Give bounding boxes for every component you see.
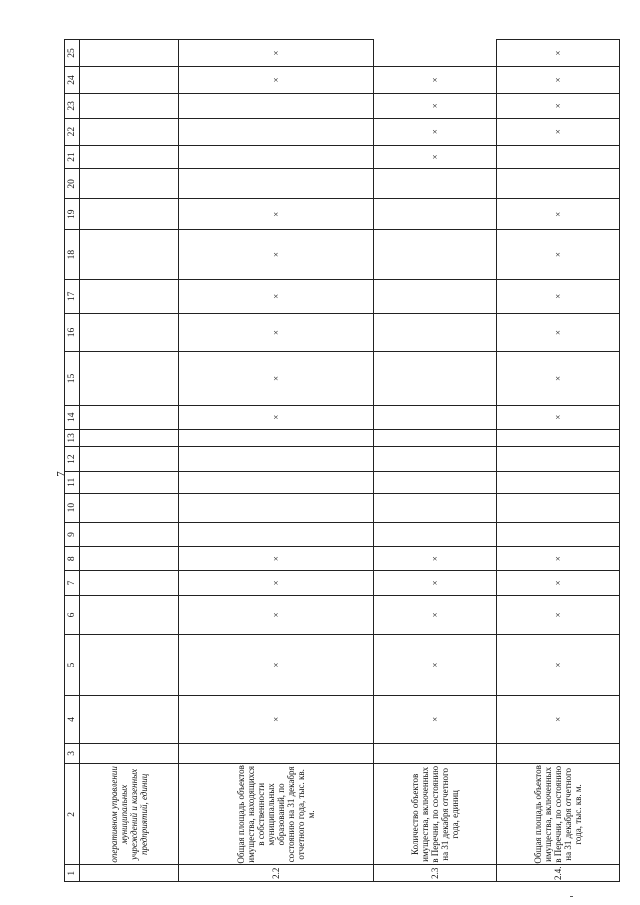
table-cell: ×: [374, 67, 497, 94]
table-cell: ×: [374, 93, 497, 118]
table-row: [374, 40, 497, 882]
row-number: 2.3: [374, 865, 497, 882]
table-cell: [178, 429, 373, 447]
table-cell: ×: [178, 635, 373, 696]
table-cell: [178, 169, 373, 199]
table-cell: ×: [497, 67, 620, 94]
table-cell: [80, 595, 179, 634]
data-table: [64, 39, 620, 882]
table-cell: [497, 522, 620, 547]
column-header-4: 4: [65, 696, 80, 744]
table-cell: [80, 279, 179, 313]
table-cell: [80, 405, 179, 429]
table-cell: [80, 93, 179, 118]
column-header-16: 16: [65, 313, 80, 351]
column-header-9: 9: [65, 522, 80, 547]
table-cell: ×: [497, 313, 620, 351]
table-cell: [497, 145, 620, 169]
row-indicator-name: Общая площадь объектов имущества, находящихся в собственности муниципальных образований, по состоянию на 31 декабря отчетного года, тыс. кв. м.: [178, 764, 373, 865]
table-cell: ×: [497, 118, 620, 145]
table-row: [80, 40, 179, 882]
table-cell: [80, 67, 179, 94]
column-header-21: 21: [65, 145, 80, 169]
row-indicator-name: Общая площадь объектов имущества, включенных в Перечни, по состоянию на 31 декабря отчетного года, тыс. кв. м.: [497, 764, 620, 865]
table-cell: ×: [178, 40, 373, 67]
table-cell: [80, 447, 179, 472]
row-number: [80, 865, 179, 882]
column-header-6: 6: [65, 595, 80, 634]
table-cell: [374, 471, 497, 493]
table-cell: ×: [178, 199, 373, 230]
table-cell: [497, 169, 620, 199]
table-cell: [80, 471, 179, 493]
column-header-24: 24: [65, 67, 80, 94]
table-cell: ×: [497, 405, 620, 429]
table-cell: [178, 145, 373, 169]
table-cell: [80, 571, 179, 596]
table-cell: [497, 429, 620, 447]
table-cell: [80, 118, 179, 145]
table-cell: [80, 352, 179, 406]
table-cell: [80, 40, 179, 67]
row-number: 2.2: [178, 865, 373, 882]
table-cell: ×: [497, 93, 620, 118]
table-cell: ×: [497, 199, 620, 230]
table-cell: ×: [374, 145, 497, 169]
table-cell: [374, 405, 497, 429]
table-cell: ×: [497, 696, 620, 744]
table-cell: [80, 313, 179, 351]
column-header-25: 25: [65, 40, 80, 67]
table-cell: [178, 522, 373, 547]
row-number: 2.4.: [497, 865, 620, 882]
table-cell: ×: [178, 352, 373, 406]
table-cell: [497, 493, 620, 522]
table-cell: ×: [178, 313, 373, 351]
table-cell: ×: [497, 40, 620, 67]
table-cell: [374, 522, 497, 547]
table-cell: ×: [178, 547, 373, 571]
table-cell: ×: [497, 230, 620, 280]
table-cell: ×: [497, 595, 620, 634]
table-cell: [374, 279, 497, 313]
table-cell: ×: [497, 571, 620, 596]
table-cell: ×: [497, 547, 620, 571]
column-header-3: 3: [65, 743, 80, 764]
column-header-22: 22: [65, 118, 80, 145]
table-row: [178, 40, 373, 882]
column-header-15: 15: [65, 352, 80, 406]
table-cell: [374, 199, 497, 230]
table-cell: ×: [178, 595, 373, 634]
table-cell: ×: [178, 67, 373, 94]
table-cell: ×: [178, 279, 373, 313]
table-cell: [80, 169, 179, 199]
column-header-7: 7: [65, 571, 80, 596]
table-cell: [497, 447, 620, 472]
table-cell: [80, 493, 179, 522]
table-cell: [80, 635, 179, 696]
page-number: 7: [54, 471, 67, 477]
column-header-19: 19: [65, 199, 80, 230]
row-indicator-name: Количество объектов имущества, включенных в Перечни, по состоянию на 31 декабря отчетного года, единиц: [374, 764, 497, 865]
column-header-23: 23: [65, 93, 80, 118]
column-header-12: 12: [65, 447, 80, 472]
table-cell: ×: [497, 635, 620, 696]
table-cell: [80, 696, 179, 744]
row-indicator-name: оперативном управлении муниципальных учреждений и казенных предприятий, единиц: [80, 764, 179, 865]
table-row: [497, 40, 620, 882]
table-cell: ×: [374, 696, 497, 744]
table-cell: [178, 493, 373, 522]
column-header-14: 14: [65, 405, 80, 429]
column-header-13: 13: [65, 429, 80, 447]
table-cell: [374, 230, 497, 280]
table-cell: ×: [374, 547, 497, 571]
table-cell: [374, 352, 497, 406]
table-cell: [80, 429, 179, 447]
column-header-20: 20: [65, 169, 80, 199]
column-header-18: 18: [65, 230, 80, 280]
table-cell: [497, 743, 620, 764]
table-cell: [80, 522, 179, 547]
table-cell: [178, 118, 373, 145]
column-header-10: 10: [65, 493, 80, 522]
table-cell: ×: [178, 696, 373, 744]
column-header-1: 1: [65, 865, 80, 882]
rotated-table-container: [64, 39, 620, 882]
table-cell: [80, 743, 179, 764]
table-cell: [80, 145, 179, 169]
table-cell: [80, 230, 179, 280]
table-cell: ×: [178, 230, 373, 280]
column-header-11: 11: [65, 471, 80, 493]
table-cell: [374, 743, 497, 764]
column-header-17: 17: [65, 279, 80, 313]
column-header-2: 2: [65, 764, 80, 865]
table-cell: ×: [374, 571, 497, 596]
table-cell: ×: [178, 405, 373, 429]
table-cell: [178, 471, 373, 493]
scan-mark: [570, 896, 573, 897]
table-cell: ×: [374, 635, 497, 696]
header-row: [65, 40, 80, 882]
table-cell: ×: [178, 571, 373, 596]
table-cell: [374, 169, 497, 199]
table-cell: ×: [497, 352, 620, 406]
table-cell: [178, 447, 373, 472]
table-cell: [80, 199, 179, 230]
table-cell: [374, 493, 497, 522]
column-header-5: 5: [65, 635, 80, 696]
column-header-8: 8: [65, 547, 80, 571]
table-cell: [374, 429, 497, 447]
table-cell: [497, 471, 620, 493]
table-cell: ×: [374, 118, 497, 145]
table-body: [80, 40, 620, 882]
table-cell: [80, 547, 179, 571]
table-cell: [178, 743, 373, 764]
table-cell: [374, 313, 497, 351]
table-cell: ×: [374, 595, 497, 634]
table-cell: [374, 447, 497, 472]
table-cell: ×: [497, 279, 620, 313]
table-cell: [178, 93, 373, 118]
